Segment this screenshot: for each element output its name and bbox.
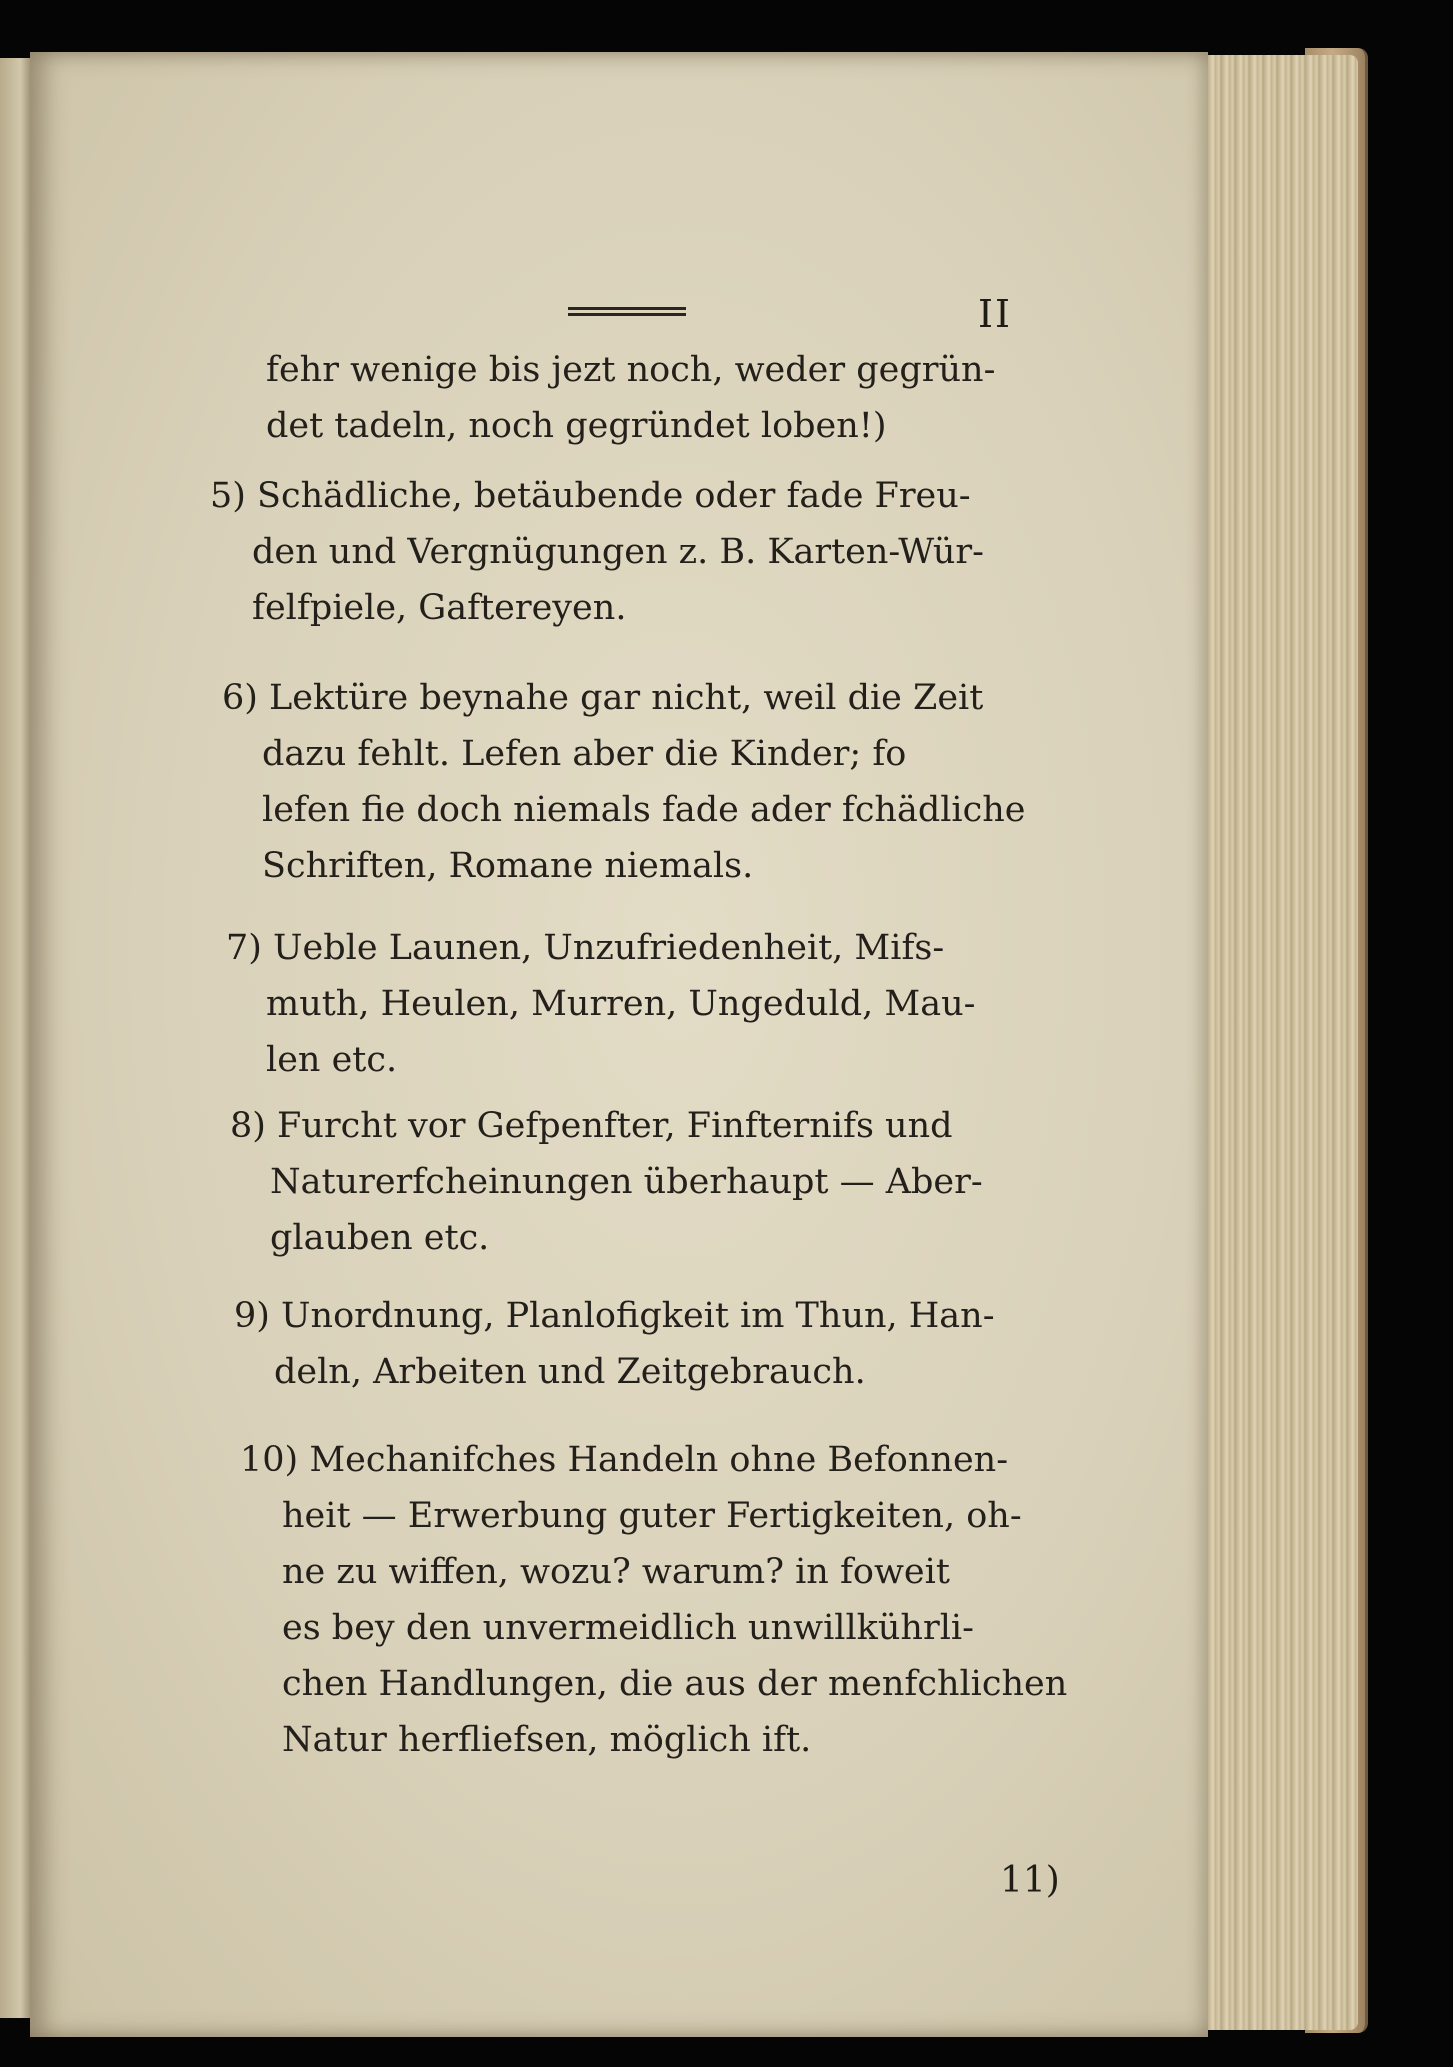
book-page bbox=[30, 52, 1208, 2037]
list-item-7-line: muth, Heulen, Murren, Ungeduld, Mau- bbox=[266, 984, 976, 1024]
list-item-6-line: dazu fehlt. Lefen aber die Kinder; fo bbox=[262, 734, 907, 774]
list-item-5-line: felfpiele, Gaftereyen. bbox=[252, 588, 627, 628]
catchword: 11) bbox=[1000, 1860, 1060, 1901]
list-item-10-line: Natur herfliefsen, möglich ift. bbox=[282, 1720, 812, 1760]
page-block-edges bbox=[1188, 55, 1358, 2030]
list-item-5-line: 5) Schädliche, betäubende oder fade Freu- bbox=[210, 476, 971, 516]
list-item-10-line: heit — Erwerbung guter Fertigkeiten, oh- bbox=[282, 1496, 1022, 1536]
list-item-6-line: lefen fie doch niemals fade ader fchädliche bbox=[262, 790, 1026, 830]
paragraph-line: det tadeln, noch gegründet loben!) bbox=[266, 406, 887, 446]
list-item-8-line: glauben etc. bbox=[270, 1218, 490, 1258]
list-item-10-line: ne zu wiffen, wozu? warum? in foweit bbox=[282, 1552, 950, 1592]
list-item-8-line: 8) Furcht vor Gefpenfter, Finfternifs und bbox=[230, 1106, 953, 1146]
list-item-10-line: chen Handlungen, die aus der menfchlichen bbox=[282, 1664, 1068, 1704]
list-item-6-line: Schriften, Romane niemals. bbox=[262, 846, 754, 886]
list-item-6-line: 6) Lektüre beynahe gar nicht, weil die Zeit bbox=[222, 678, 984, 718]
list-item-7-line: 7) Ueble Launen, Unzufriedenheit, Mifs- bbox=[226, 928, 945, 968]
list-item-9-line: deln, Arbeiten und Zeitgebrauch. bbox=[274, 1352, 866, 1392]
list-item-10-line: es bey den unvermeidlich unwillkührli- bbox=[282, 1608, 974, 1648]
list-item-9-line: 9) Unordnung, Planlofigkeit im Thun, Han- bbox=[234, 1296, 995, 1336]
header-double-rule bbox=[568, 307, 686, 319]
list-item-7-line: len etc. bbox=[266, 1040, 398, 1080]
page-number: II bbox=[978, 292, 1013, 336]
list-item-8-line: Naturerfcheinungen überhaupt — Aber- bbox=[270, 1162, 983, 1202]
paragraph-line: fehr wenige bis jezt noch, weder gegrün- bbox=[266, 350, 996, 390]
list-item-5-line: den und Vergnügungen z. B. Karten-Wür- bbox=[252, 532, 984, 572]
list-item-10-line: 10) Mechanifches Handeln ohne Befonnen- bbox=[240, 1440, 1009, 1480]
